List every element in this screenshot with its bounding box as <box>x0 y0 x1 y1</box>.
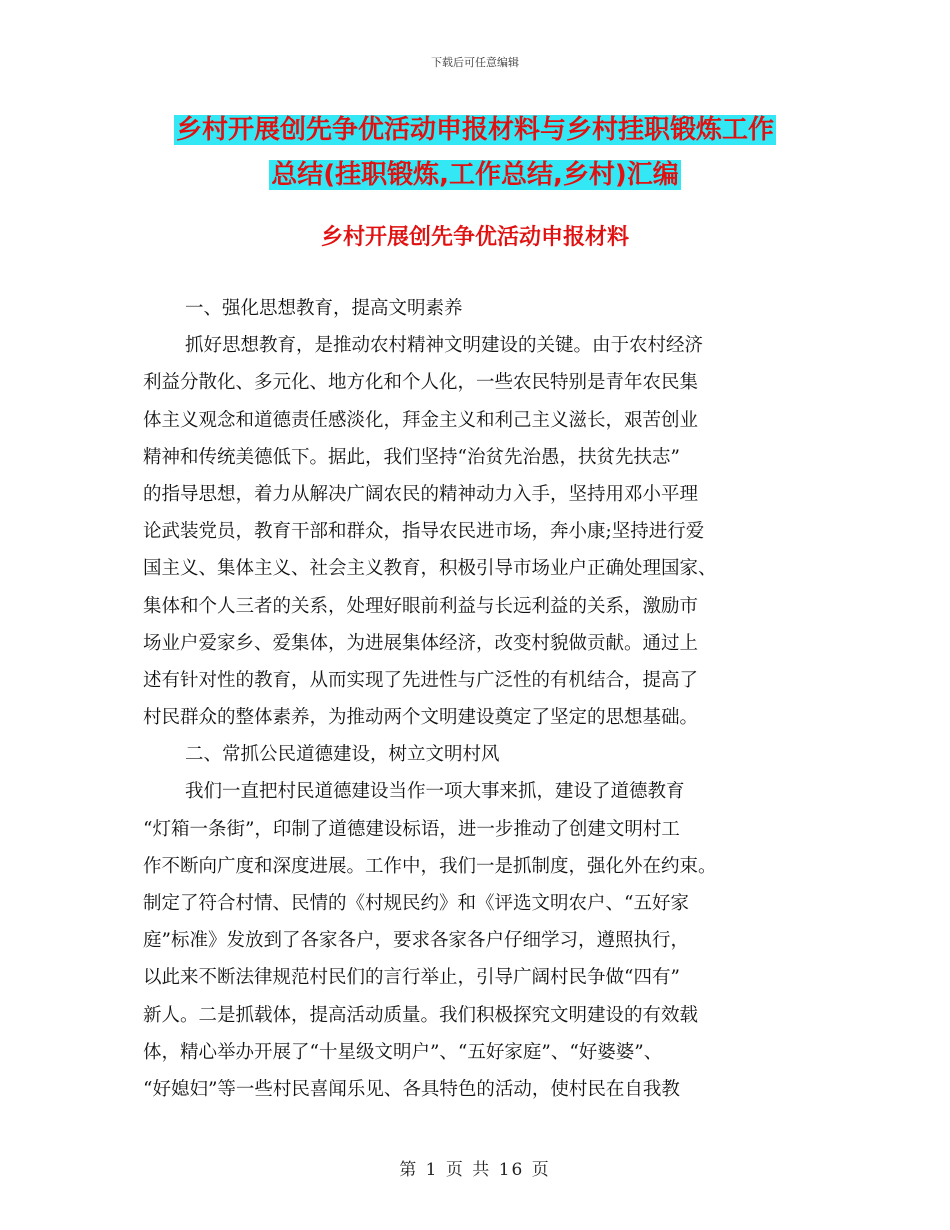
section-title: 乡村开展创先争优活动申报材料 <box>320 225 629 250</box>
body-line: 一、强化思想教育，提高文明素养 <box>185 298 463 319</box>
body-line: 体，精心举办开展了“十星级文明户”、“五好家庭”、“好婆婆”、 <box>143 1041 663 1063</box>
body-line: 我们一直把村民道德建设当作一项大事来抓，建设了道德教育 <box>185 781 685 803</box>
body-line: 庭”标准》发放到了各家各户，要求各家各户仔细学习，遵照执行， <box>143 930 689 952</box>
body-line: 集体和个人三者的关系，处理好眼前利益与长远利益的关系，激励市 <box>143 595 699 617</box>
body-line: “灯箱一条街”，印制了道德建设标语，进一步推动了创建文明村工 <box>143 818 680 840</box>
body-line: 制定了符合村情、民情的《村规民约》和《评选文明农户、“五好家 <box>143 893 689 914</box>
body-line: 的指导思想，着力从解决广阔农民的精神动力入手，坚持用邓小平理 <box>143 483 699 505</box>
body-line: 国主义、集体主义、社会主义教育，积极引导市场业户正确处理国家、 <box>143 558 717 580</box>
body-line: “好媳妇”等一些村民喜闻乐见、各具特色的活动，使村民在自我教 <box>143 1078 680 1100</box>
title-highlight-1: 乡村开展创先争优活动申报材料与乡村挂职锻炼工作 <box>175 115 774 145</box>
body-line: 体主义观念和道德责任感淡化，拜金主义和利己主义滋长，艰苦创业 <box>143 409 699 431</box>
body-line: 论武装党员，教育干部和群众，指导农民进市场，奔小康;坚持进行爱 <box>143 521 705 543</box>
body-line: 二、常抓公民道德建设，树立文明村风 <box>185 744 500 766</box>
page-footer: 第 1 页 共 16 页 <box>399 1160 551 1180</box>
document-title-line-2 <box>140 155 810 195</box>
title-highlight-2: 总结(挂职锻炼,工作总结,乡村)汇编 <box>271 160 679 190</box>
header-note: 下载后可任意编辑 <box>431 56 519 69</box>
body-line: 新人。二是抓载体，提高活动质量。我们积极探究文明建设的有效载 <box>143 1004 699 1026</box>
body-line: 利益分散化、多元化、地方化和个人化，一些农民特别是青年农民集 <box>143 372 699 394</box>
body-line: 以此来不断法律规范村民们的言行举止，引导广阔村民争做“四有” <box>143 967 680 989</box>
body-line: 场业户爱家乡、爱集体，为进展集体经济，改变村貌做贡献。通过上 <box>143 632 699 654</box>
body-line: 作不断向广度和深度进展。工作中，我们一是抓制度，强化外在约束。 <box>143 855 717 877</box>
body-line: 述有针对性的教育，从而实现了先进性与广泛性的有机结合，提高了 <box>143 669 699 691</box>
body-line: 村民群众的整体素养，为推动两个文明建设奠定了坚定的思想基础。 <box>143 707 699 729</box>
document-title-line-1 <box>140 110 810 150</box>
body-text <box>143 290 813 1108</box>
body-line: 精神和传统美德低下。据此，我们坚持“治贫先治愚，扶贫先扶志” <box>143 446 680 468</box>
body-line: 抓好思想教育，是推动农村精神文明建设的关键。由于农村经济 <box>185 335 704 357</box>
